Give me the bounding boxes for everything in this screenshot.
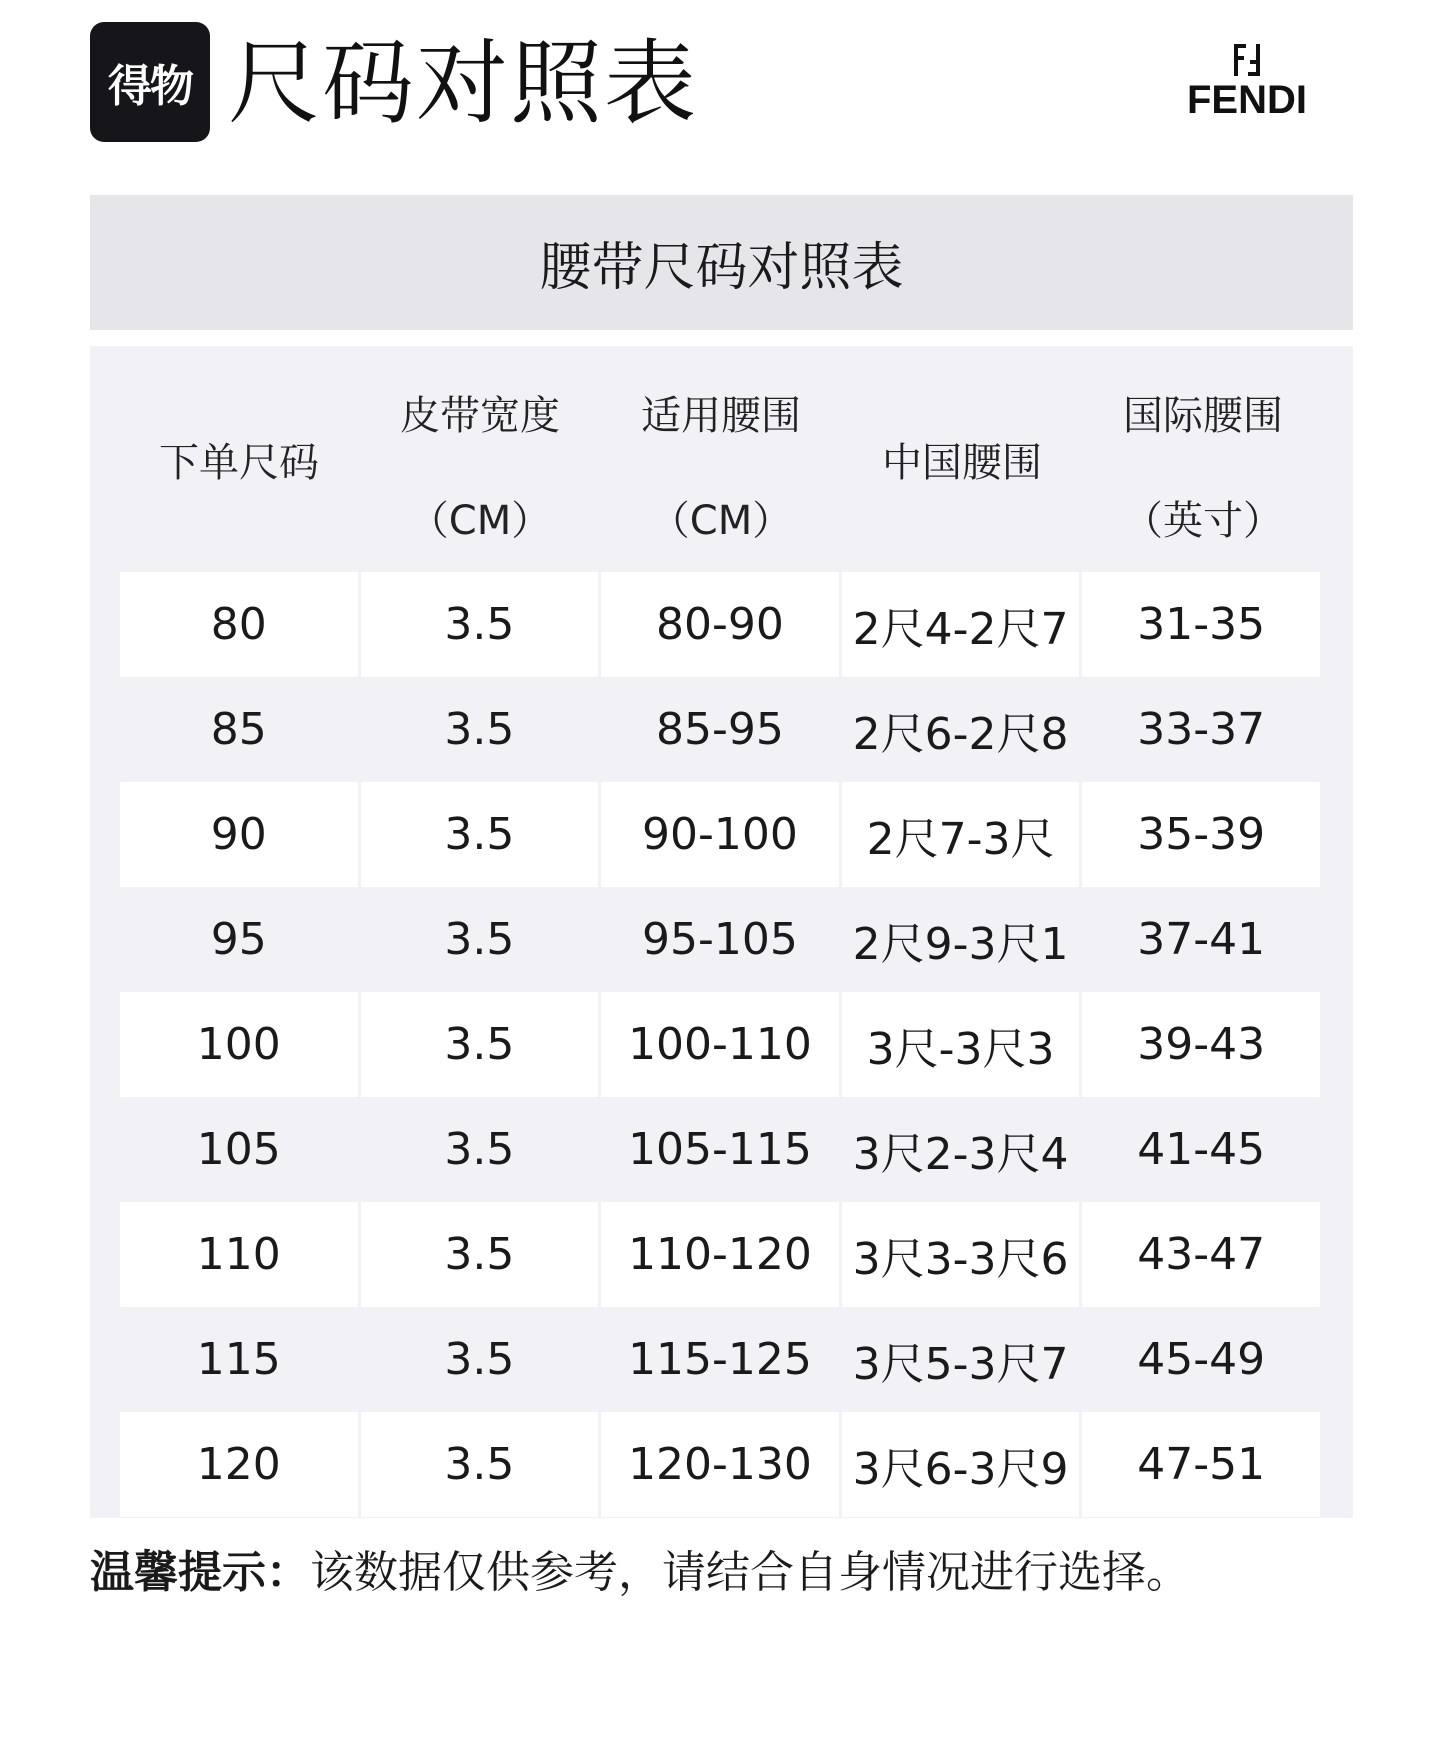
column-header-unit: （英寸）	[1123, 498, 1283, 544]
cell-order-size: 100	[120, 992, 358, 1097]
column-header-waist-cm	[602, 346, 840, 572]
brand-monogram-icon	[1234, 44, 1260, 76]
cell-belt-width: 3.5	[361, 1097, 599, 1202]
cell-belt-width: 3.5	[361, 1307, 599, 1412]
column-header-order-size	[120, 346, 358, 572]
cell-order-size: 90	[120, 782, 358, 887]
cell-order-size: 85	[120, 677, 358, 782]
cell-intl-waist: 31-35	[1082, 572, 1320, 677]
cell-order-size: 120	[120, 1412, 358, 1517]
cell-order-size: 110	[120, 1202, 358, 1307]
cell-china-waist: 3尺6-3尺9	[842, 1412, 1080, 1517]
app-logo: 得物	[90, 22, 210, 142]
cell-intl-waist: 35-39	[1082, 782, 1320, 887]
cell-china-waist: 3尺2-3尺4	[842, 1097, 1080, 1202]
cell-china-waist: 3尺3-3尺6	[842, 1202, 1080, 1307]
column-header-unit: （CM）	[408, 498, 552, 544]
cell-intl-waist: 37-41	[1082, 887, 1320, 992]
column-header-label: 中国腰围	[882, 439, 1042, 486]
table-row	[120, 887, 1320, 992]
cell-waist-cm: 90-100	[601, 782, 839, 887]
table-row	[120, 1202, 1320, 1307]
cell-intl-waist: 33-37	[1082, 677, 1320, 782]
cell-order-size: 80	[120, 572, 358, 677]
table-row	[120, 992, 1320, 1097]
brand-name: FENDI	[1187, 78, 1307, 122]
cell-intl-waist: 39-43	[1082, 992, 1320, 1097]
column-header-label: 适用腰围	[641, 393, 801, 439]
cell-order-size: 115	[120, 1307, 358, 1412]
cell-intl-waist: 41-45	[1082, 1097, 1320, 1202]
cell-waist-cm: 80-90	[601, 572, 839, 677]
column-header-unit: （CM）	[649, 498, 793, 544]
cell-belt-width: 3.5	[361, 572, 599, 677]
cell-order-size: 105	[120, 1097, 358, 1202]
table-title: 腰带尺码对照表	[90, 195, 1353, 330]
size-table	[90, 346, 1353, 1518]
column-header-intl-waist	[1084, 346, 1322, 572]
cell-waist-cm: 120-130	[601, 1412, 839, 1517]
table-row	[120, 1412, 1320, 1517]
cell-order-size: 95	[120, 887, 358, 992]
table-body	[120, 572, 1320, 1517]
cell-waist-cm: 110-120	[601, 1202, 839, 1307]
cell-belt-width: 3.5	[361, 887, 599, 992]
cell-intl-waist: 47-51	[1082, 1412, 1320, 1517]
cell-china-waist: 2尺9-3尺1	[842, 887, 1080, 992]
tip-text: 该数据仅供参考，请结合自身情况进行选择。	[310, 1547, 1190, 1598]
cell-waist-cm: 115-125	[601, 1307, 839, 1412]
tip-label: 温馨提示：	[90, 1547, 310, 1598]
cell-waist-cm: 95-105	[601, 887, 839, 992]
cell-waist-cm: 85-95	[601, 677, 839, 782]
cell-china-waist: 2尺7-3尺	[842, 782, 1080, 887]
column-header-label: 下单尺码	[159, 439, 319, 486]
table-row	[120, 1097, 1320, 1202]
table-row	[120, 572, 1320, 677]
column-header-belt-width	[361, 346, 599, 572]
cell-china-waist: 2尺6-2尺8	[842, 677, 1080, 782]
cell-belt-width: 3.5	[361, 1202, 599, 1307]
page-header	[90, 22, 1350, 142]
cell-china-waist: 3尺5-3尺7	[842, 1307, 1080, 1412]
page-title: 尺码对照表	[228, 30, 699, 137]
cell-intl-waist: 43-47	[1082, 1202, 1320, 1307]
cell-belt-width: 3.5	[361, 992, 599, 1097]
column-header-china-waist	[843, 346, 1081, 572]
cell-belt-width: 3.5	[361, 782, 599, 887]
cell-waist-cm: 100-110	[601, 992, 839, 1097]
brand-logo	[1182, 44, 1312, 120]
table-row	[120, 677, 1320, 782]
cell-belt-width: 3.5	[361, 677, 599, 782]
tip-note	[90, 1538, 1370, 1608]
table-row	[120, 782, 1320, 887]
table-row	[120, 1307, 1320, 1412]
cell-waist-cm: 105-115	[601, 1097, 839, 1202]
cell-belt-width: 3.5	[361, 1412, 599, 1517]
cell-intl-waist: 45-49	[1082, 1307, 1320, 1412]
column-header-label: 皮带宽度	[400, 393, 560, 439]
column-header-label: 国际腰围	[1123, 393, 1283, 439]
cell-china-waist: 3尺-3尺3	[842, 992, 1080, 1097]
cell-china-waist: 2尺4-2尺7	[842, 572, 1080, 677]
